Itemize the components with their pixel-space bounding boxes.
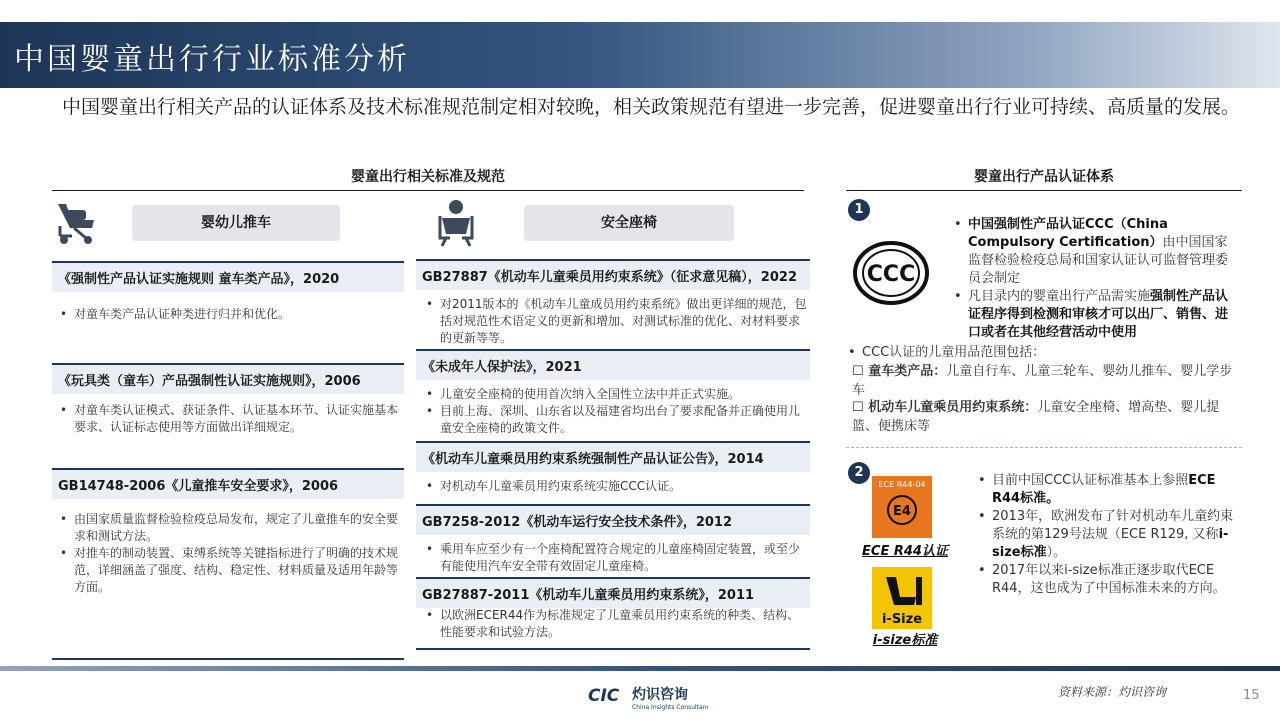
stroller-standard-bullets: [58, 402, 398, 436]
scope-category-stroller: ☐ 童车类产品：儿童自行车、儿童三轮车、婴幼儿推车、婴儿学步车: [852, 364, 1233, 398]
list-item: [952, 288, 1234, 342]
ccc-definition-rest: 由中国国家监督检验检疫总局和国家认证认可监督管理委员会制定: [968, 235, 1229, 286]
isize-logo-text: i-Size: [881, 612, 923, 627]
ece-description: [976, 472, 1238, 598]
list-item: • 2017年以来i-size标准正逐步取代ECE R44，这也成为了中国标准未来的方向。: [976, 562, 1238, 598]
list-item: • CCC认证的儿童用品范围包括：: [846, 344, 1242, 362]
list-item: • 儿童安全座椅的使用首次纳入全国性立法中并正式实施。: [424, 386, 808, 403]
list-item: • 对童车类认证模式、获证条件、认证基本环节、认证实施基本要求、认证标志使用等方面做出详细规定。: [58, 402, 398, 436]
footer-logo-sub: China Insights Consultancy: [632, 704, 708, 711]
page-title: 中国婴童出行行业标准分析: [14, 42, 410, 77]
category-items: 儿童自行车、儿童三轮车、婴幼儿推车、婴儿学步车: [852, 364, 1233, 398]
seat-standard-head: GB7258-2012《机动车运行安全技术条件》，2012: [416, 504, 810, 535]
ece-caption: ECE R44认证: [862, 544, 948, 559]
left-heading-rule: [52, 190, 804, 191]
list-item: • 由国家质量监督检验检疫总局发布，规定了儿童推车的安全要求和测试方法。: [58, 511, 404, 545]
seat-standard-bullets: [424, 541, 808, 575]
ccc-scope: [846, 344, 1242, 362]
stroller-icon: [52, 198, 100, 250]
stroller-label: 婴幼儿推车: [132, 205, 340, 241]
scope-category-restraint: ☐ 机动车儿童乘员用约束系统：儿童安全座椅、增高垫、婴儿提篮、便携床等: [852, 400, 1220, 434]
seat-standard-head: 《机动车儿童乘员用约束系统强制性产品认证公告》，2014: [416, 441, 810, 472]
list-item: • 对2011版本的《机动车儿童成员用约束系统》做出更详细的规范，包括对规范性术语定义的更新和增加、对测试标准的优化、对材料要求的更新等等。: [424, 296, 808, 347]
right-section-divider: [846, 447, 1242, 448]
stroller-standard-bullets: [58, 306, 398, 323]
list-item: • 2013年，欧洲发布了针对机动车儿童约束系统的第129号法规（ECE R129, 又称i-size标准）。: [976, 508, 1238, 562]
stroller-standard-head: 《玩具类（童车）产品强制性认证实施规则》，2006: [52, 363, 404, 394]
list-item: • 目前中国CCC认证标准基本上参照ECE R44标准。: [976, 472, 1238, 508]
step-badge: 1: [848, 199, 870, 221]
stroller-column-end-rule: [52, 658, 404, 660]
ccc-definition-bold: 中国强制性产品认证CCC（China Compulsory Certification）: [968, 217, 1168, 250]
ccc-description: [952, 216, 1234, 342]
stroller-standard-bullets: [58, 511, 404, 596]
footer-logo: [588, 684, 708, 716]
ccc-requirement-pre: 凡目录内的婴童出行产品需实施: [968, 289, 1151, 304]
intro-text: 中国婴童出行相关产品的认证体系及技术标准规范制定相对较晚，相关政策规范有望进一步完善，促进婴童出行行业可持续、高质量的发展。: [62, 96, 1241, 118]
list-item: [952, 216, 1234, 288]
left-section-heading: 婴童出行相关标准及规范: [351, 169, 505, 185]
list-item: • 乘用车应至少有一个座椅配置符合规定的儿童座椅固定装置，或至少有能使用汽车安全带有效固定儿童座椅。: [424, 541, 808, 575]
list-item: • 对童车类产品认证种类进行归并和优化。: [58, 306, 398, 323]
category-items: 儿童安全座椅、增高垫、婴儿提篮、便携床等: [852, 400, 1220, 434]
seat-standard-head: GB27887《机动车儿童乘员用约束系统》（征求意见稿），2022: [416, 259, 810, 290]
footer-logo-mark: CIC: [588, 686, 620, 706]
seat-standard-head: 《未成年人保护法》，2021: [416, 349, 810, 380]
ccc-requirement-bold: 强制性产品认证程序得到检测和审核才可以出厂、销售、进口或者在其他经营活动中使用: [968, 289, 1229, 340]
category-label: 机动车儿童乘员用约束系统：: [868, 400, 1038, 415]
seat-standard-bullets: [424, 386, 808, 437]
seat-label: 安全座椅: [524, 205, 734, 241]
isize-caption: i-size标准: [872, 633, 938, 648]
right-heading-rule: [846, 190, 1242, 191]
title-bar: [0, 22, 1280, 88]
page-number: 15: [1243, 688, 1260, 703]
source-note: 资料来源：灼识咨询: [1058, 685, 1167, 699]
ece-logo-mark-text: E4: [893, 504, 911, 519]
list-item: • 目前上海、深圳、山东省以及福建省均出台了要求配备并正确使用儿童安全座椅的政策文件。: [424, 403, 808, 437]
list-item: • 对推车的制动装置、束缚系统等关键指标进行了明确的技术规范，详细涵盖了强度、结构、稳定性、材料质量及适用年龄等方面。: [58, 545, 404, 596]
ccc-logo: [852, 240, 930, 310]
step-badge: 2: [848, 462, 870, 484]
isize-logo: [872, 567, 932, 633]
list-item: • 对机动车儿童乘员用约束系统实施CCC认证。: [424, 478, 808, 495]
footer-bar: [0, 666, 1280, 671]
ece-logo-top-text: ECE R44-04: [878, 480, 926, 489]
ece-r44-logo: [872, 476, 932, 542]
seat-standard-bullets: [424, 607, 808, 641]
seat-standard-head: GB27887-2011《机动车儿童乘员用约束系统》，2011: [416, 577, 810, 608]
child-seat-icon: [436, 198, 476, 252]
seat-standard-bullets: [424, 296, 808, 347]
category-label: 童车类产品：: [868, 364, 947, 379]
stroller-standard-head: GB14748-2006《儿童推车安全要求》，2006: [52, 468, 404, 499]
list-item: • 以欧洲ECER44作为标准规定了儿童乘员用约束系统的种类、结构、性能要求和试验方法。: [424, 607, 808, 641]
footer-logo-text: 灼识咨询: [632, 687, 688, 703]
stroller-standard-head: 《强制性产品认证实施规则 童车类产品》，2020: [52, 261, 404, 292]
ccc-logo-text: CCC: [866, 262, 916, 287]
right-section-heading: 婴童出行产品认证体系: [974, 169, 1114, 185]
seat-standard-bullets: [424, 478, 808, 495]
seat-column-end-rule: [416, 648, 810, 650]
